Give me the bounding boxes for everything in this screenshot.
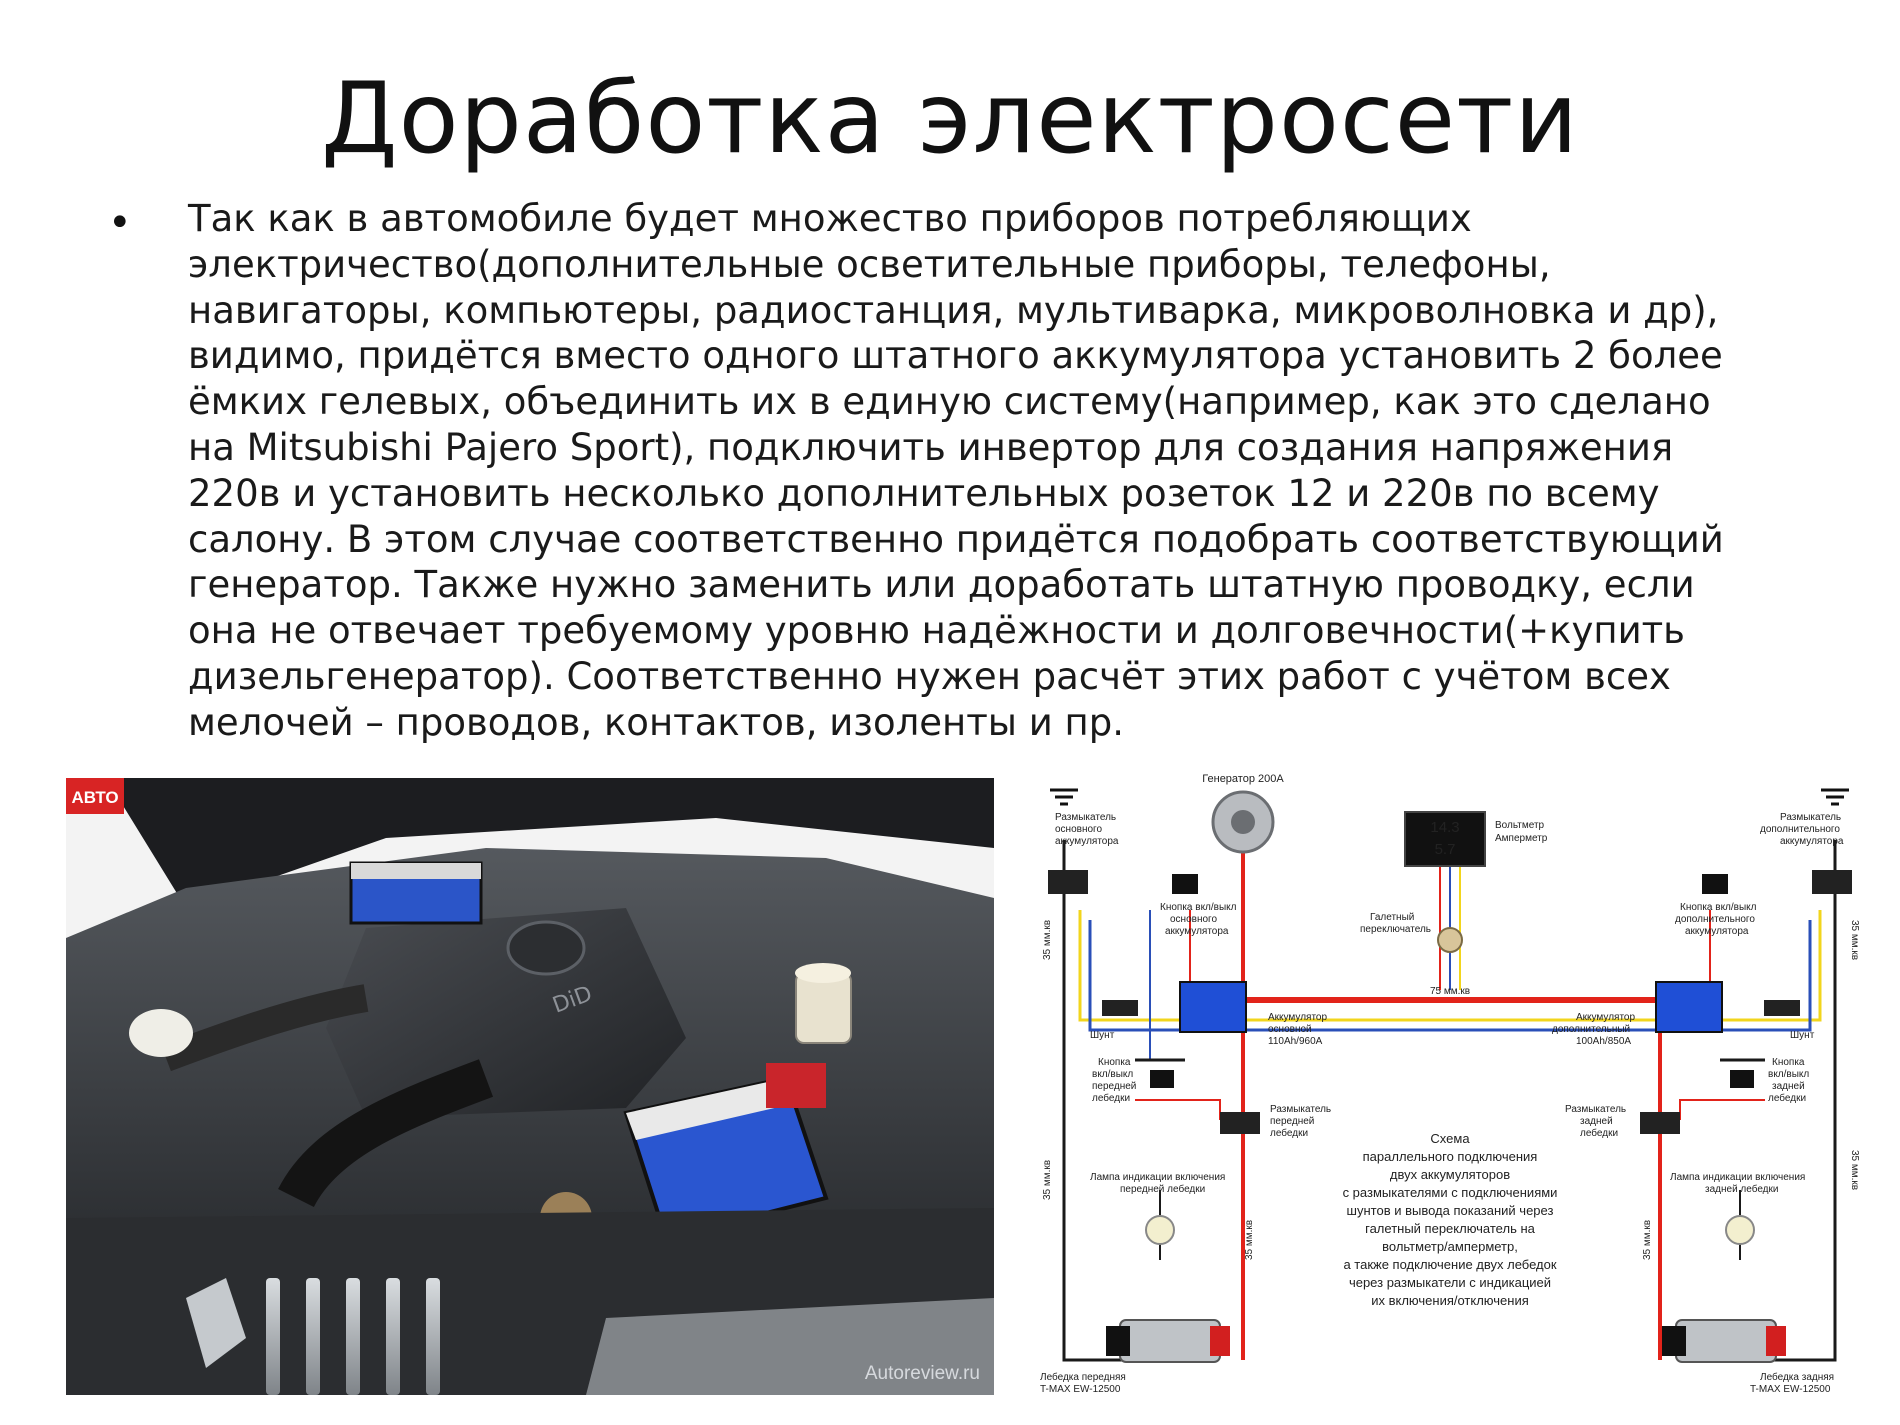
rear-breaker-label-3: лебедки: [1580, 1128, 1619, 1139]
caption-line-2: параллельного подключения: [1362, 1149, 1538, 1164]
rear-winch-button-label-4: лебедки: [1768, 1093, 1807, 1104]
rear-winch-label-2: T-MAX EW-12500: [1750, 1384, 1831, 1395]
front-breaker-label-3: лебедки: [1270, 1128, 1309, 1139]
cable-35-label-right-bottom: 35 мм.кв: [1849, 1150, 1860, 1191]
right-breaker-label-3: аккумулятора: [1780, 836, 1844, 847]
front-winch-button-label-2: вкл/выкл: [1092, 1069, 1134, 1080]
svg-text:DiD: DiD: [549, 981, 596, 1019]
voltmeter-reading-bottom: 5.7: [1434, 841, 1456, 858]
selector-switch-icon: [1438, 928, 1462, 952]
front-winch-label-1: Лебедка передняя: [1040, 1372, 1126, 1383]
cable-35-label-mid-left: 35 мм.кв: [1244, 1219, 1255, 1260]
caption-line-4: с размыкателями с подключениями: [1342, 1185, 1558, 1200]
left-button-label-3: аккумулятора: [1165, 926, 1229, 937]
main-breaker-icon: [1048, 870, 1088, 894]
right-breaker-label-2: дополнительного: [1760, 824, 1840, 835]
rear-winch-button-icon: [1730, 1070, 1754, 1088]
caption-line-6: галетный переключатель на: [1365, 1221, 1535, 1236]
rear-breaker-label-2: задней: [1580, 1116, 1613, 1127]
switch-label-1: Галетный: [1370, 912, 1415, 923]
rear-winch-icon: [1662, 1320, 1786, 1362]
battery-main-label-2: основной: [1268, 1024, 1312, 1035]
caption-line-5: шунтов и вывода показаний через: [1346, 1203, 1554, 1218]
aux-breaker-icon: [1812, 870, 1852, 894]
main-button-icon: [1172, 874, 1198, 894]
caption-line-1: Схема: [1430, 1131, 1470, 1146]
front-winch-icon: [1106, 1320, 1230, 1362]
generator-icon: [1213, 792, 1273, 852]
rear-winch-button-label-1: Кнопка: [1772, 1057, 1805, 1068]
right-button-label-2: дополнительного: [1675, 914, 1755, 925]
cable-75-label: 75 мм.кв: [1429, 986, 1471, 997]
rear-breaker-label-1: Размыкатель: [1565, 1104, 1627, 1115]
battery-aux-label-1: Аккумулятор: [1576, 1012, 1636, 1023]
engine-bay-photo: [66, 778, 994, 1395]
left-breaker-label-3: аккумулятора: [1055, 836, 1119, 847]
rear-winch-label-1: Лебедка задняя: [1760, 1372, 1835, 1383]
rear-winch-button-label-2: вкл/выкл: [1768, 1069, 1810, 1080]
slide-title: Доработка электросети: [321, 62, 1579, 176]
right-shunt-icon: [1764, 1000, 1800, 1016]
left-button-label-2: основного: [1170, 914, 1218, 925]
main-battery-icon: [1180, 982, 1246, 1032]
cable-35-label-mid-right: 35 мм.кв: [1642, 1219, 1653, 1260]
cable-35-label-right-top: 35 мм.кв: [1849, 920, 1860, 961]
battery-aux-label-2: дополнительный: [1552, 1024, 1631, 1035]
left-shunt-label: Шунт: [1090, 1030, 1115, 1041]
right-breaker-label-1: Размыкатель: [1780, 812, 1842, 823]
wiring-diagram: [1020, 760, 1882, 1400]
front-winch-button-label-1: Кнопка: [1098, 1057, 1131, 1068]
front-lamp-label-2: передней лебедки: [1120, 1184, 1206, 1195]
front-lamp-icon: [1146, 1216, 1174, 1244]
front-winch-button-label-4: лебедки: [1092, 1093, 1131, 1104]
caption-line-7: вольтметр/амперметр,: [1382, 1239, 1518, 1254]
aux-button-icon: [1702, 874, 1728, 894]
front-breaker-icon: [1220, 1112, 1260, 1134]
rear-winch-button-label-3: задней: [1772, 1081, 1805, 1092]
photo-watermark: Autoreview.ru: [864, 1363, 980, 1384]
voltmeter-icon: [1405, 812, 1485, 866]
right-shunt-label: Шунт: [1790, 1030, 1815, 1041]
voltmeter-reading-top: 14.3: [1430, 819, 1460, 836]
battery-main-label-1: Аккумулятор: [1268, 1012, 1328, 1023]
rear-breaker-icon: [1640, 1112, 1680, 1134]
battery-main-label-3: 110Ah/960A: [1268, 1036, 1323, 1047]
bullet-marker: •: [108, 200, 132, 246]
caption-line-9: через размыкатели с индикацией: [1348, 1275, 1552, 1290]
left-breaker-label-2: основного: [1055, 824, 1103, 835]
bullet-paragraph: Так как в автомобиле будет множество приборов потребляющих электричество(дополнительные осветительные приборы, телефоны, навигаторы, компьютеры, радиостанция, мультиварка, микроволновка и др), видимо, придётся вместо одного штатного аккумулятора установить 2 более ёмких гелевых, объединить их в единую систему(например, как это сделано на Mitsubishi Pajero Sport), подключить инвертор для создания напряжения 220в и установить несколько дополнительных розеток 12 и 220в по всему салону. В этом случае соответственно придётся подобрать соответствующий генератор. Также нужно заменить или доработать штатную проводку, если она не отвечает требуемому уровню надёжности и долговечности(+купить дизельгенератор). Соответственно нужен расчёт этих работ с учётом всех мелочей – проводов, контактов, изоленты и пр.: [188, 197, 1724, 744]
caption-line-8: а также подключение двух лебедок: [1343, 1257, 1557, 1272]
photo-badge: АВТО: [71, 788, 119, 807]
switch-label-2: переключатель: [1360, 924, 1431, 935]
front-breaker-label-2: передней: [1270, 1116, 1315, 1127]
voltmeter-label-1: Вольтметр: [1495, 820, 1545, 831]
rear-lamp-icon: [1726, 1216, 1754, 1244]
battery-aux-label-3: 100Ah/850A: [1576, 1036, 1632, 1047]
left-shunt-icon: [1102, 1000, 1138, 1016]
rear-lamp-label-1: Лампа индикации включения: [1670, 1172, 1806, 1183]
front-winch-button-label-3: передней: [1092, 1081, 1137, 1092]
front-breaker-label-1: Размыкатель: [1270, 1104, 1332, 1115]
caption-line-3: двух аккумуляторов: [1389, 1167, 1511, 1182]
generator-label: Генератор 200А: [1202, 773, 1284, 785]
left-button-label-1: Кнопка вкл/выкл: [1160, 902, 1237, 913]
caption-line-10: их включения/отключения: [1371, 1293, 1529, 1308]
cable-35-label-left-bottom: 35 мм.кв: [1042, 1159, 1053, 1200]
cable-35-label-left-top: 35 мм.кв: [1042, 919, 1053, 960]
right-button-label-1: Кнопка вкл/выкл: [1680, 902, 1757, 913]
front-lamp-label-1: Лампа индикации включения: [1090, 1172, 1226, 1183]
left-breaker-label-1: Размыкатель: [1055, 812, 1117, 823]
front-winch-label-2: T-MAX EW-12500: [1040, 1384, 1121, 1395]
aux-battery-icon: [1656, 982, 1722, 1032]
voltmeter-label-2: Амперметр: [1495, 833, 1548, 844]
rear-lamp-label-2: задней лебедки: [1705, 1184, 1779, 1195]
front-winch-button-icon: [1150, 1070, 1174, 1088]
right-button-label-3: аккумулятора: [1685, 926, 1749, 937]
